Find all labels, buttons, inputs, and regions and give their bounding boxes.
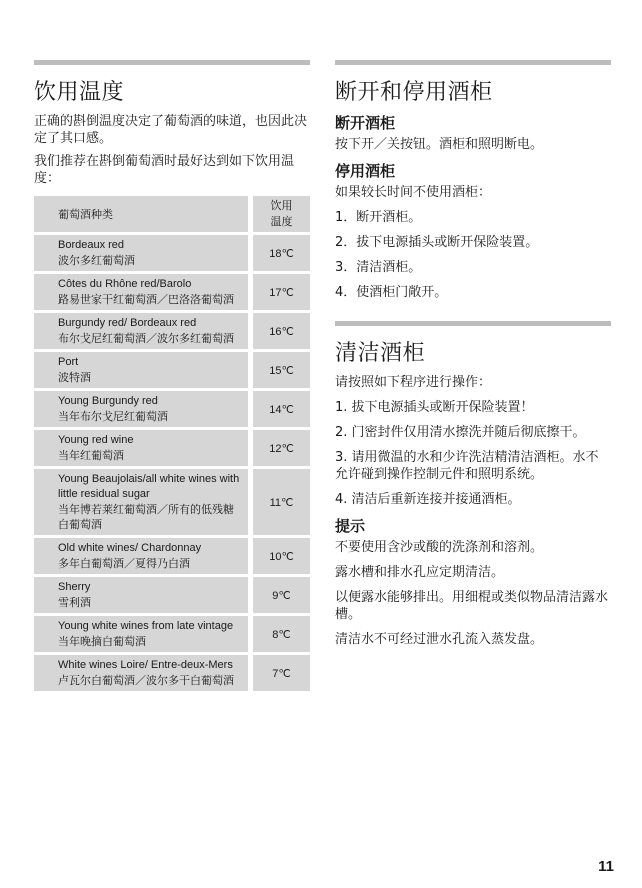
wine-name-en: Bordeaux red xyxy=(58,239,125,251)
wine-type-cell xyxy=(34,235,248,271)
subtitle-tip: 提示 xyxy=(335,517,366,535)
wine-name-zh: 波尔多红葡萄酒 xyxy=(58,254,135,267)
table-row xyxy=(34,538,310,574)
serving-temp-cell: 15℃ xyxy=(248,352,310,388)
cleaning-step: 4. 清洁后重新连接并接通酒柜。 xyxy=(335,492,521,507)
wine-type-cell xyxy=(34,352,248,388)
wine-name-zh: 当年晚摘白葡萄酒 xyxy=(58,635,146,648)
table-row xyxy=(34,430,310,466)
section-title-cleaning: 清洁酒柜 xyxy=(335,341,426,366)
wine-name-zh: 当年博若莱红葡萄酒／所有的低残糖白葡萄酒 xyxy=(58,503,234,531)
cleaning-step: 2. 门密封件仅用清水擦洗并随后彻底擦干。 xyxy=(335,425,586,440)
table-row xyxy=(34,352,310,388)
page-number: 11 xyxy=(598,858,614,875)
table-row xyxy=(34,616,310,652)
serving-temp-cell: 10℃ xyxy=(248,538,310,574)
shutdown-step: 2．拔下电源插头或断开保险装置。 xyxy=(335,235,539,250)
serving-temp-cell: 12℃ xyxy=(248,430,310,466)
wine-type-cell xyxy=(34,616,248,652)
wine-type-cell xyxy=(34,391,248,427)
table-header-row xyxy=(34,196,310,232)
serving-temp-cell: 14℃ xyxy=(248,391,310,427)
wine-name-en: Burgundy red/ Bordeaux red xyxy=(58,317,197,329)
wine-name-en: Young white wines from late vintage xyxy=(58,620,234,632)
wine-name-en: Young Beaujolais/all white wines with little residual sugar xyxy=(58,473,240,500)
right-column xyxy=(335,60,611,656)
tip-item: 以便露水能够排出。用细棍或类似物品清洁露水槽。 xyxy=(335,590,609,622)
tip-item: 露水槽和排水孔应定期清洁。 xyxy=(335,565,505,580)
wine-name-zh: 当年布尔戈尼红葡萄酒 xyxy=(58,410,168,423)
serving-temp-cell: 11℃ xyxy=(248,469,310,535)
wine-name-en: Young red wine xyxy=(58,434,134,446)
table-row xyxy=(34,274,310,310)
header-serving-temp xyxy=(248,196,310,232)
wine-name-zh: 路易世家干红葡萄酒／巴洛洛葡萄酒 xyxy=(58,293,234,306)
subtitle-shutdown: 停用酒柜 xyxy=(335,162,396,180)
wine-type-cell xyxy=(34,274,248,310)
wine-type-cell xyxy=(34,430,248,466)
section-rule xyxy=(335,321,611,326)
table-row xyxy=(34,235,310,271)
serving-temp-cell: 9℃ xyxy=(248,577,310,613)
wine-name-en: Young Burgundy red xyxy=(58,395,158,407)
serving-temp-cell: 17℃ xyxy=(248,274,310,310)
wine-name-zh: 波特酒 xyxy=(58,371,91,384)
wine-type-cell xyxy=(34,313,248,349)
cleaning-step: 1. 拔下电源插头或断开保险装置！ xyxy=(335,400,534,415)
table-body xyxy=(34,235,310,691)
section-title-switch-off: 断开和停用酒柜 xyxy=(335,80,493,105)
table-row xyxy=(34,469,310,535)
wine-name-zh: 当年红葡萄酒 xyxy=(58,449,124,462)
section-title-serving-temperature: 饮用温度 xyxy=(34,80,125,105)
wine-temperature-table xyxy=(34,193,310,694)
shutdown-step: 3．清洁酒柜。 xyxy=(335,260,422,275)
header-temp-label: 饮用 温度 xyxy=(270,200,293,228)
left-column xyxy=(34,60,310,694)
wine-name-zh: 布尔戈尼红葡萄酒／波尔多红葡萄酒 xyxy=(58,332,234,345)
wine-name-en: Côtes du Rhône red/Barolo xyxy=(58,278,192,290)
serving-temp-cell: 7℃ xyxy=(248,655,310,691)
wine-name-en: Sherry xyxy=(58,581,91,593)
switch-off-text: 按下开／关按钮。酒柜和照明断电。 xyxy=(335,137,544,152)
cleaning-intro: 请按照如下程序进行操作： xyxy=(335,375,492,390)
cleaning-step: 3. 请用微温的水和少许洗洁精清洁酒柜。水不允许碰到操作控制元件和照明系统。 xyxy=(335,450,599,482)
wine-type-cell xyxy=(34,469,248,535)
header-wine-type: 葡萄酒种类 xyxy=(34,196,248,232)
serving-temp-cell: 8℃ xyxy=(248,616,310,652)
wine-name-zh: 雪利酒 xyxy=(58,596,91,609)
wine-type-cell xyxy=(34,577,248,613)
subtitle-switch-off: 断开酒柜 xyxy=(335,114,396,132)
table-row xyxy=(34,655,310,691)
recommendation-paragraph: 我们推荐在斟倒葡萄酒时最好达到如下饮用温度： xyxy=(34,154,295,186)
wine-type-cell xyxy=(34,655,248,691)
wine-name-en: Old white wines/ Chardonnay xyxy=(58,542,202,554)
shutdown-step: 4．使酒柜门敞开。 xyxy=(335,285,448,300)
shutdown-step: 1．断开酒柜。 xyxy=(335,210,422,225)
intro-paragraph: 正确的斟倒温度决定了葡萄酒的味道，也因此决定了其口感。 xyxy=(34,114,308,146)
wine-name-en: Port xyxy=(58,356,79,368)
table-row xyxy=(34,391,310,427)
table-row xyxy=(34,577,310,613)
table-row xyxy=(34,313,310,349)
wine-name-zh: 卢瓦尔白葡萄酒／波尔多干白葡萄酒 xyxy=(58,674,234,687)
wine-name-zh: 多年白葡萄酒／夏得乃白酒 xyxy=(58,557,190,570)
tip-item: 不要使用含沙或酸的洗涤剂和溶剂。 xyxy=(335,540,544,555)
wine-type-cell xyxy=(34,538,248,574)
serving-temp-cell: 16℃ xyxy=(248,313,310,349)
section-rule xyxy=(335,60,611,65)
tip-item: 清洁水不可经过泄水孔流入蒸发盘。 xyxy=(335,632,544,647)
section-rule xyxy=(34,60,310,65)
wine-name-en: White wines Loire/ Entre-deux-Mers xyxy=(58,659,233,671)
shutdown-intro: 如果较长时间不使用酒柜： xyxy=(335,185,492,200)
serving-temp-cell: 18℃ xyxy=(248,235,310,271)
